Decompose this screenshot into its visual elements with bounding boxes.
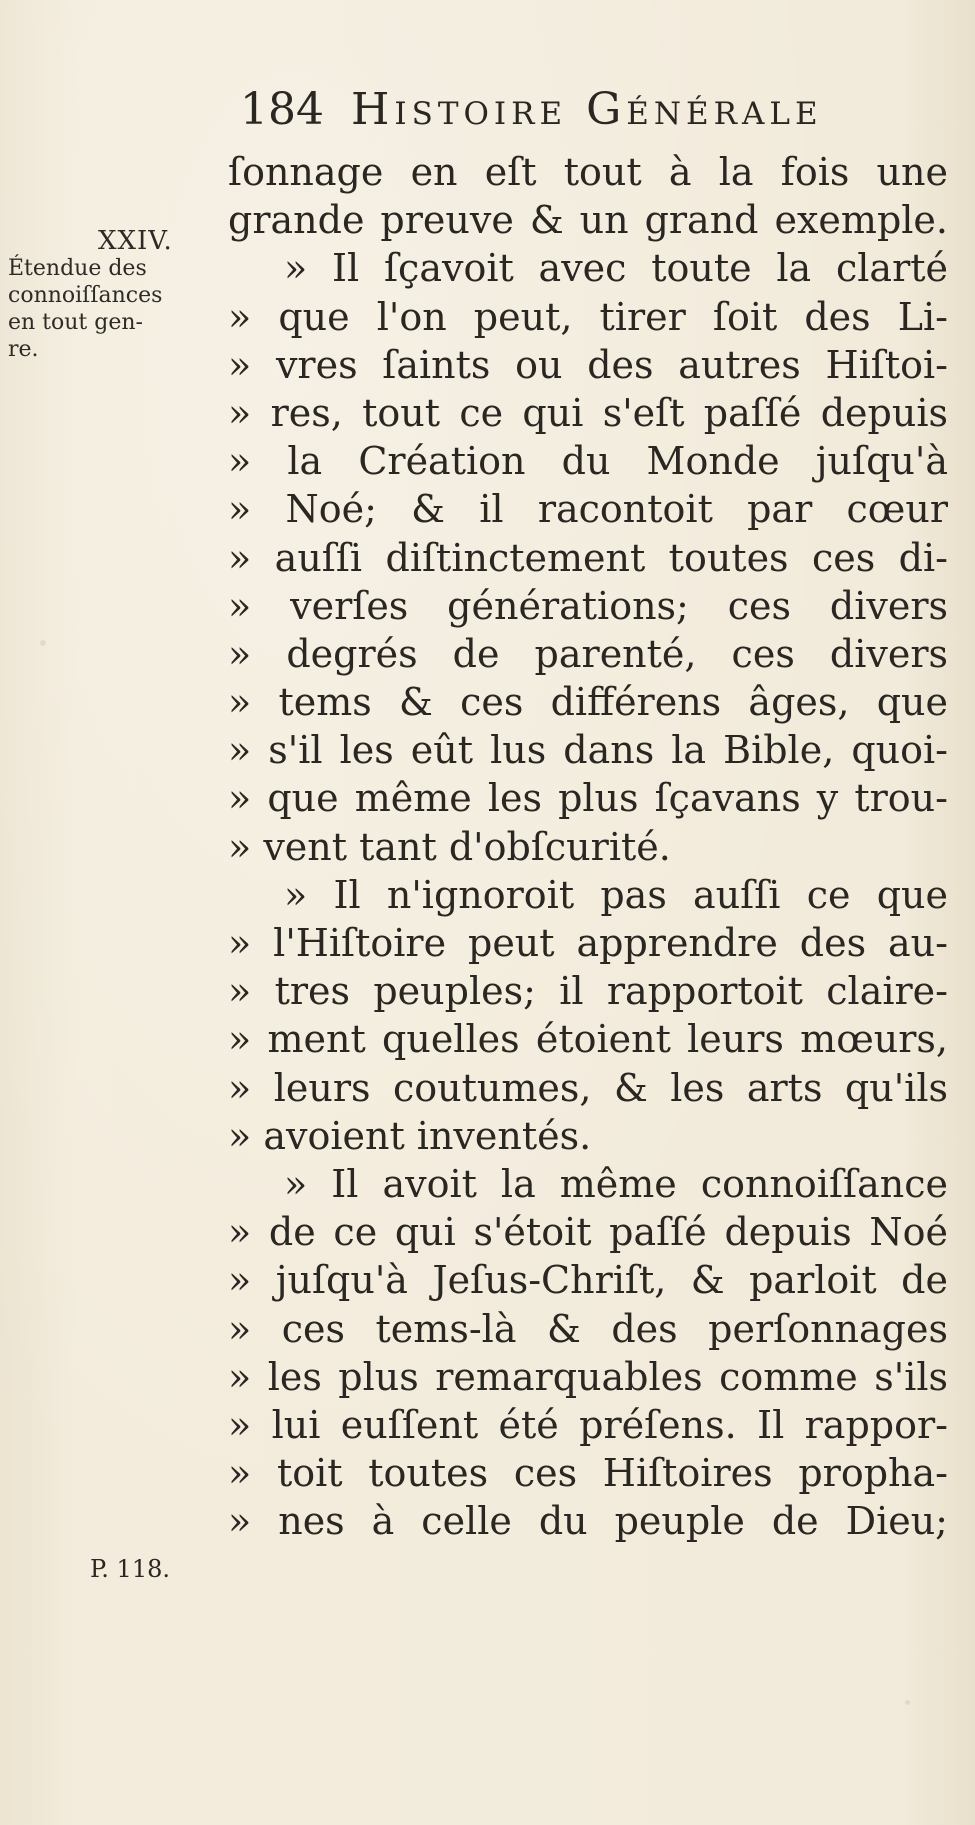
section-number: XXIV. [98,226,173,256]
text-line: » la Création du Monde juſqu'à [228,439,948,484]
text-line: » ces tems-là & des perſonnages [228,1306,948,1351]
text-line: » nes à celle du peuple de Dieu; [228,1499,948,1544]
text-line: » juſqu'à Jeſus-Chriſt, & parloit de [228,1258,948,1303]
text-line: » tems & ces différens âges, que [228,680,948,725]
running-title: Histoire Générale [350,84,823,135]
text-line: » ment quelles étoient leurs mœurs, [228,1017,948,1062]
running-header [240,84,940,135]
margin-note-line: en tout gen- [8,310,143,335]
margin-note-line: Étendue des [8,256,147,281]
text-line: » toit toutes ces Hiſtoires propha- [228,1451,948,1496]
text-line: » lui euſſent été préſens. Il rappor- [228,1402,948,1447]
paper-spot [905,1700,910,1705]
body-text [228,148,948,1545]
margin-note-line: connoiſſances [8,283,163,308]
text-line: » degrés de parenté, ces divers [228,631,948,676]
text-line: » vres ſaints ou des autres Hiſtoi- [228,342,948,387]
text-line: » avoient inventés. [228,1113,592,1158]
text-line: » verſes générations; ces divers [228,583,948,628]
text-line: » l'Hiſtoire peut apprendre des au- [228,921,948,965]
text-line: » res, tout ce qui s'eſt paſſé depuis [228,390,948,435]
text-line: grande preuve & un grand exemple. [228,198,948,243]
text-line: » que même les plus ſçavans y trou- [228,776,948,821]
text-line: ſonnage en eſt tout à la fois une [228,150,948,194]
text-line: » que l'on peut, tirer ſoit des Li- [228,294,948,339]
text-line: » de ce qui s'étoit paſſé depuis Noé [228,1210,948,1255]
margin-note [8,228,228,363]
text-line: » Noé; & il racontoit par cœur [228,487,948,532]
margin-reference: P. 118. [90,1555,170,1583]
margin-note-line: re. [8,337,39,362]
paper-spot [40,640,46,646]
text-line: » leurs coutumes, & les arts qu'ils [228,1065,948,1110]
text-line: » Il avoit la même connoiſſance [284,1161,948,1206]
text-line: » vent tant d'obſcurité. [228,824,671,869]
text-line: » auſſi diſtinctement toutes ces di- [228,535,948,580]
text-line: » les plus remarquables comme s'ils [228,1354,948,1399]
text-line: » Il n'ignoroit pas auſſi ce que [284,872,948,917]
text-line: » s'il les eût lus dans la Bible, quoi- [228,728,948,773]
page-number: 184 [240,84,324,135]
text-line: » Il ſçavoit avec toute la clarté [284,246,948,291]
text-line: » tres peuples; il rapportoit claire- [228,969,948,1014]
